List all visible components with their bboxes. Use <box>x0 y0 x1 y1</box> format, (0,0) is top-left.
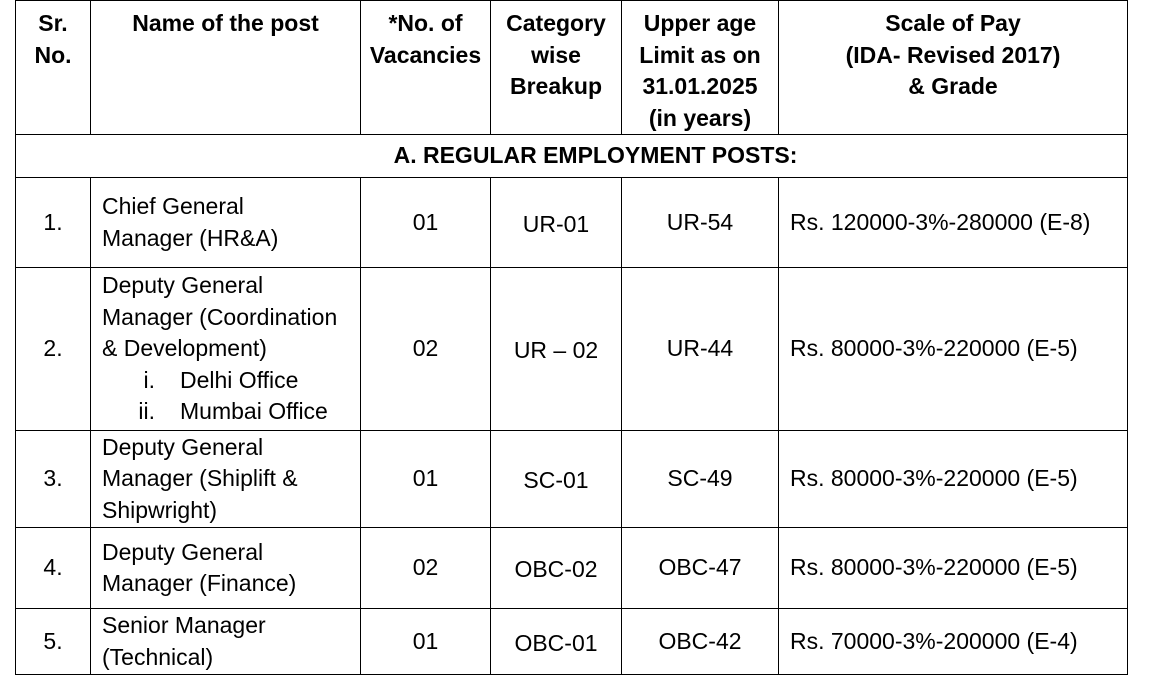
category-cell <box>491 528 622 609</box>
vacancies-cell: 01 <box>361 609 491 675</box>
category-value: OBC-01 <box>514 629 598 656</box>
category-value: SC-01 <box>523 467 589 494</box>
header-sr-no: Sr. No. <box>16 1 91 135</box>
vacancies-cell: 02 <box>361 528 491 609</box>
pay-scale-cell: Rs. 80000-3%-220000 (E-5) <box>779 268 1128 431</box>
table-row <box>16 609 1128 675</box>
vacancy-table <box>15 0 1128 675</box>
table-row <box>16 178 1128 268</box>
section-title: A. REGULAR EMPLOYMENT POSTS: <box>16 135 1128 178</box>
office-list-number: i. <box>143 366 155 393</box>
header-pay-scale: Scale of Pay (IDA- Revised 2017) & Grade <box>779 1 1128 135</box>
pay-scale-cell: Rs. 80000-3%-220000 (E-5) <box>779 528 1128 609</box>
pay-scale-cell: Rs. 70000-3%-200000 (E-4) <box>779 609 1128 675</box>
office-list <box>102 365 356 428</box>
category-cell <box>491 609 622 675</box>
sr-no-cell: 3. <box>16 431 91 528</box>
office-list-item <box>102 365 356 397</box>
category-value: OBC-02 <box>514 556 598 583</box>
post-name-cell <box>91 268 361 431</box>
category-value: UR-01 <box>522 210 590 237</box>
sr-no-cell: 1. <box>16 178 91 268</box>
table-body <box>16 135 1128 675</box>
header-category: Category wise Breakup <box>491 1 622 135</box>
post-name-line: Chief General <box>102 193 244 219</box>
office-list-item <box>102 396 356 428</box>
post-name-line: & Development) <box>102 335 267 362</box>
section-row <box>16 135 1128 178</box>
pay-scale-cell: Rs. 80000-3%-220000 (E-5) <box>779 431 1128 528</box>
post-name-line: Shipwright) <box>102 496 218 523</box>
age-limit-cell: UR-54 <box>622 178 779 268</box>
office-list-number: ii. <box>138 398 155 425</box>
post-name-line: (Technical) <box>102 643 214 670</box>
post-name-line: Manager (Shiplift & <box>102 465 298 492</box>
category-cell <box>491 431 622 528</box>
vacancies-cell: 01 <box>361 431 491 528</box>
category-cell <box>491 178 622 268</box>
sr-no-cell: 5. <box>16 609 91 675</box>
table-row <box>16 528 1128 609</box>
table-header-row <box>16 1 1128 135</box>
vacancies-cell: 02 <box>361 268 491 431</box>
post-name-line: Deputy General <box>102 538 264 565</box>
post-name-line: Deputy General <box>102 272 264 299</box>
post-name-line: Manager (Finance) <box>102 570 297 596</box>
post-name-line: Manager (Coordination <box>102 303 338 330</box>
header-vacancies: *No. of Vacancies <box>361 1 491 135</box>
post-name-cell <box>91 178 361 268</box>
office-list-label: Mumbai Office <box>180 398 328 425</box>
age-limit-cell: UR-44 <box>622 268 779 431</box>
category-cell <box>491 268 622 431</box>
table-row <box>16 431 1128 528</box>
table-row <box>16 268 1128 431</box>
post-name-cell <box>91 431 361 528</box>
pay-scale-cell: Rs. 120000-3%-280000 (E-8) <box>779 178 1128 268</box>
sr-no-cell: 4. <box>16 528 91 609</box>
post-name-line: Deputy General <box>102 433 264 460</box>
post-name-line: Senior Manager <box>102 612 266 638</box>
post-name-line: Manager (HR&A) <box>102 224 279 251</box>
header-upper-age: Upper age Limit as on 31.01.2025 (in years) <box>622 1 779 135</box>
category-value: UR – 02 <box>513 337 599 364</box>
sr-no-cell: 2. <box>16 268 91 431</box>
age-limit-cell: OBC-47 <box>622 528 779 609</box>
vacancies-cell: 01 <box>361 178 491 268</box>
age-limit-cell: SC-49 <box>622 431 779 528</box>
age-limit-cell: OBC-42 <box>622 609 779 675</box>
office-list-label: Delhi Office <box>180 366 299 393</box>
header-post-name: Name of the post <box>91 1 361 135</box>
post-name-cell <box>91 528 361 609</box>
post-name-cell <box>91 609 361 675</box>
